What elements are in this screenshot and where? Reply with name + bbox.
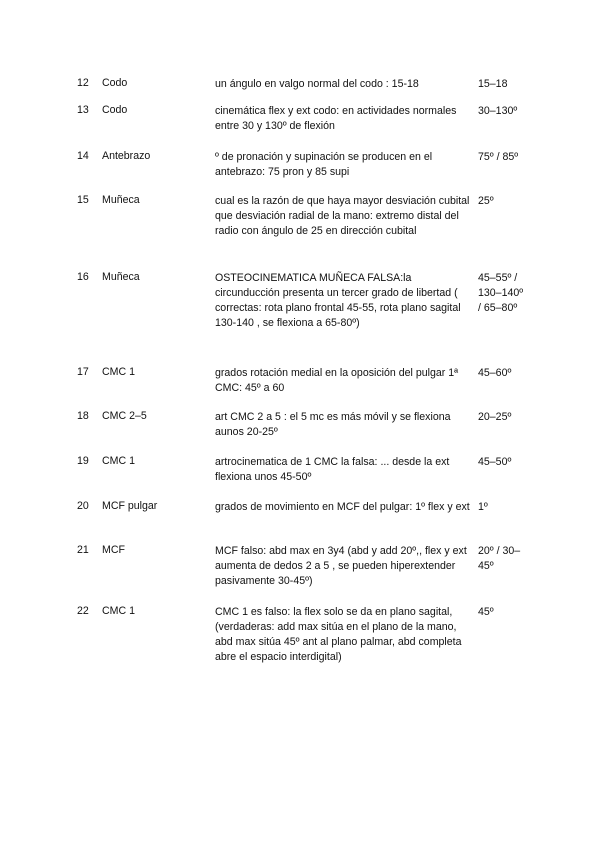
row-description: cual es la razón de que haya mayor desviación cubital que desviación radial de la mano: extremo distal del radio con ángulo de 25 en dirección cubital [215, 195, 470, 237]
row-value: 45º [478, 606, 494, 618]
row-region: CMC 1 [102, 455, 135, 467]
row-value: 20–25º [478, 411, 512, 423]
row-description: grados rotación medial en la oposición del pulgar 1ª CMC: 45º a 60 [215, 367, 459, 394]
row-number: 18 [77, 410, 89, 422]
row-region: MCF [102, 544, 125, 556]
row-value: 45–55º / 130–140º / 65–80º [478, 272, 524, 314]
row-region: CMC 2–5 [102, 410, 147, 422]
row-description: artrocinematica de 1 CMC la falsa: ... desde la ext flexiona unos 45-50º [215, 456, 450, 483]
row-value: 15–18 [478, 78, 508, 90]
row-region: Muñeca [102, 194, 140, 206]
row-number: 13 [77, 104, 89, 116]
row-region: CMC 1 [102, 605, 135, 617]
row-number: 20 [77, 500, 89, 512]
row-number: 14 [77, 150, 89, 162]
row-value: 30–130º [478, 105, 518, 117]
row-number: 12 [77, 77, 89, 89]
row-number: 22 [77, 605, 89, 617]
row-region: MCF pulgar [102, 500, 158, 512]
row-description: º de pronación y supinación se producen en el antebrazo: 75 pron y 85 supi [215, 151, 433, 178]
row-description: art CMC 2 a 5 : el 5 mc es más móvil y se flexiona aunos 20-25º [215, 411, 451, 438]
row-description: grados de movimiento en MCF del pulgar: 1º flex y ext [215, 501, 470, 513]
row-number: 16 [77, 271, 89, 283]
row-value: 1º [478, 501, 488, 513]
row-description: un ángulo en valgo normal del codo : 15-18 [215, 78, 419, 90]
row-number: 19 [77, 455, 89, 467]
row-description: CMC 1 es falso: la flex solo se da en plano sagital,(verdaderas: add max sitúa en el plano de la mano, abd max sitúa 45º ant al plano palmar, abd completa abre el espacio interdigital) [215, 606, 462, 663]
row-value: 45–50º [478, 456, 512, 468]
row-region: Codo [102, 104, 128, 116]
row-description: OSTEOCINEMATICA MUÑECA FALSA:la circunducción presenta un tercer grado de libertad ( correctas: rota plano frontal 45-55, rota plano sagital 130-140 , se flexiona a 65-80º) [215, 272, 461, 329]
row-region: Codo [102, 77, 128, 89]
row-number: 21 [77, 544, 89, 556]
row-value: 75º / 85º [478, 151, 519, 163]
row-description: MCF falso: abd max en 3y4 (abd y add 20º,, flex y ext aumenta de dedos 2 a 5 , se pueden hiperextender pasivamente 30-45º) [215, 545, 467, 587]
row-value: 45–60º [478, 367, 512, 379]
row-description: cinemática flex y ext codo: en actividades normales entre 30 y 130º de flexión [215, 105, 457, 132]
row-value: 20º / 30–45º [478, 545, 521, 572]
row-region: Antebrazo [102, 150, 151, 162]
row-number: 17 [77, 366, 89, 378]
row-region: CMC 1 [102, 366, 135, 378]
row-number: 15 [77, 194, 89, 206]
row-value: 25º [478, 195, 494, 207]
row-region: Muñeca [102, 271, 140, 283]
